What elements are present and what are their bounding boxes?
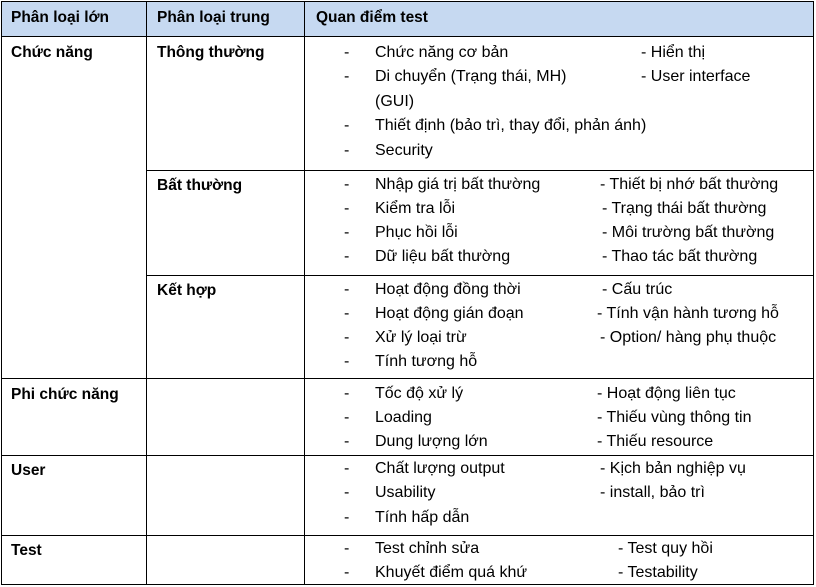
- bullet-dash: -: [344, 353, 350, 370]
- viewpoint-item: - Thao tác bất thường: [602, 248, 758, 265]
- viewpoint-item: - Tính vận hành tương hỗ: [597, 305, 779, 322]
- table-border-top: [1, 1, 814, 2]
- viewpoint-item: - Cấu trúc: [602, 281, 673, 298]
- bullet-dash: -: [344, 329, 350, 346]
- header-test-viewpoint: Quan điểm test: [316, 9, 428, 26]
- medium-combined: Kết hợp: [157, 282, 217, 299]
- major-nonfunctional: Phi chức năng: [11, 386, 119, 403]
- medium-abnormal: Bất thường: [157, 177, 243, 194]
- medium-normal: Thông thường: [157, 44, 265, 61]
- major-test: Test: [11, 542, 42, 559]
- major-user: User: [11, 462, 46, 479]
- row-divider: [1, 36, 814, 37]
- viewpoint-item: - Môi trường bất thường: [602, 224, 775, 241]
- viewpoint-item: Tính tương hỗ: [375, 353, 478, 370]
- row-divider: [146, 170, 814, 171]
- bullet-dash: -: [344, 281, 350, 298]
- row-divider: [1, 378, 814, 379]
- viewpoint-item: - Thiếu resource: [597, 433, 714, 450]
- header-major-category: Phân loại lớn: [11, 9, 110, 26]
- viewpoint-item: - User interface: [641, 68, 751, 85]
- bullet-dash: -: [344, 176, 350, 193]
- viewpoint-item: - Testability: [618, 564, 698, 581]
- test-viewpoint-table: [1, 1, 814, 585]
- row-divider: [1, 535, 814, 536]
- viewpoint-item: Chức năng cơ bản: [375, 44, 509, 61]
- bullet-dash: -: [344, 248, 350, 265]
- bullet-dash: -: [344, 68, 350, 85]
- viewpoint-item: Security: [375, 142, 433, 159]
- bullet-dash: -: [344, 564, 350, 581]
- viewpoint-item: (GUI): [375, 93, 415, 110]
- viewpoint-item: Loading: [375, 409, 432, 426]
- viewpoint-item: - Trạng thái bất thường: [602, 200, 767, 217]
- major-functional: Chức năng: [11, 44, 93, 61]
- viewpoint-item: Tính hấp dẫn: [375, 509, 470, 526]
- viewpoint-item: Hoạt động đồng thời: [375, 281, 521, 298]
- bullet-dash: -: [344, 224, 350, 241]
- viewpoint-item: - Test quy hồi: [618, 540, 713, 557]
- bullet-dash: -: [344, 409, 350, 426]
- viewpoint-item: - Hiển thị: [641, 44, 706, 61]
- viewpoint-item: - install, bảo trì: [600, 484, 705, 501]
- viewpoint-item: Xử lý loại trừ: [375, 329, 467, 346]
- table-border-right: [813, 1, 814, 585]
- column-divider: [304, 1, 305, 585]
- viewpoint-item: Hoạt động gián đoạn: [375, 305, 524, 322]
- column-divider: [146, 1, 147, 585]
- viewpoint-item: Tốc độ xử lý: [375, 385, 464, 402]
- bullet-dash: -: [344, 540, 350, 557]
- bullet-dash: -: [344, 509, 350, 526]
- bullet-dash: -: [344, 305, 350, 322]
- viewpoint-item: - Hoạt động liên tục: [597, 385, 736, 402]
- header-medium-category: Phân loại trung: [157, 9, 270, 26]
- viewpoint-item: Khuyết điểm quá khứ: [375, 564, 528, 581]
- viewpoint-item: - Option/ hàng phụ thuộc: [600, 329, 777, 346]
- viewpoint-item: Chất lượng output: [375, 460, 505, 477]
- viewpoint-item: - Thiết bị nhớ bất thường: [600, 176, 779, 193]
- viewpoint-item: Di chuyển (Trạng thái, MH): [375, 68, 567, 85]
- row-divider: [146, 275, 814, 276]
- viewpoint-item: Kiểm tra lỗi: [375, 200, 456, 217]
- bullet-dash: -: [344, 44, 350, 61]
- viewpoint-item: - Kịch bản nghiệp vụ: [600, 460, 746, 477]
- bullet-dash: -: [344, 142, 350, 159]
- bullet-dash: -: [344, 385, 350, 402]
- bullet-dash: -: [344, 200, 350, 217]
- viewpoint-item: Dữ liệu bất thường: [375, 248, 511, 265]
- table-border-bottom: [1, 584, 814, 585]
- table-border-left: [1, 1, 2, 585]
- viewpoint-item: Usability: [375, 484, 436, 501]
- viewpoint-item: Thiết định (bảo trì, thay đổi, phản ánh): [375, 117, 647, 134]
- bullet-dash: -: [344, 484, 350, 501]
- bullet-dash: -: [344, 117, 350, 134]
- viewpoint-item: Phục hồi lỗi: [375, 224, 458, 241]
- viewpoint-item: Test chỉnh sửa: [375, 540, 480, 557]
- viewpoint-item: Nhập giá trị bất thường: [375, 176, 541, 193]
- viewpoint-item: - Thiếu vùng thông tin: [597, 409, 752, 426]
- viewpoint-item: Dung lượng lớn: [375, 433, 488, 450]
- bullet-dash: -: [344, 460, 350, 477]
- row-divider: [1, 455, 814, 456]
- bullet-dash: -: [344, 433, 350, 450]
